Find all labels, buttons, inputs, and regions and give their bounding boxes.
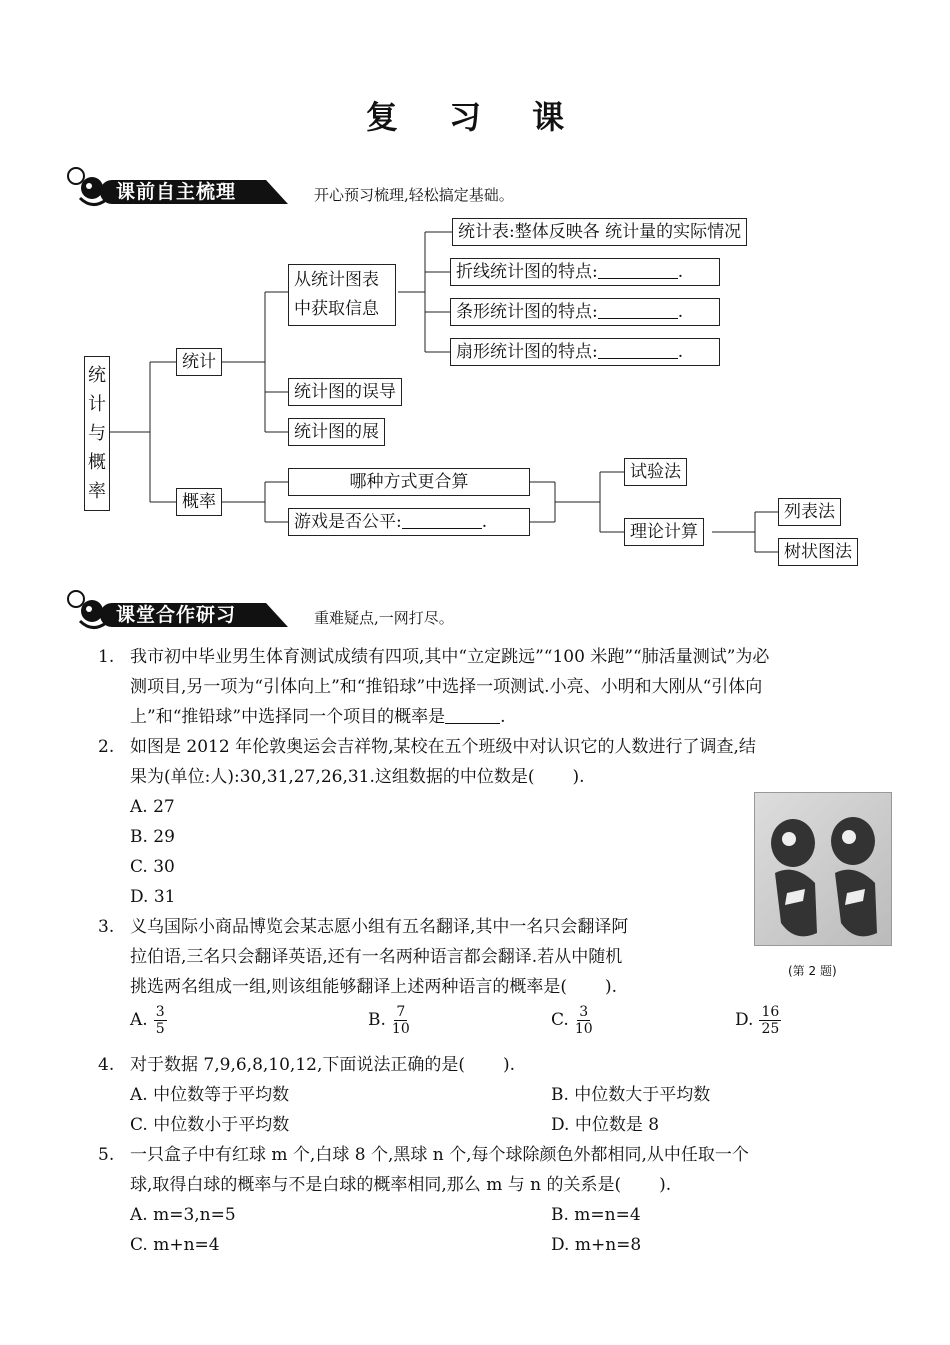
pie-chart-label: 扇形统计图的特点: <box>456 342 598 362</box>
question-end: ). <box>503 1055 516 1075</box>
option-a[interactable]: A. 中位数等于平均数 <box>130 1085 290 1105</box>
numerator: 3 <box>579 1004 589 1020</box>
option-label: C. <box>551 1010 569 1030</box>
question-text: 球,取得白球的概率与不是白球的概率相同,那么 m 与 n 的关系是( <box>130 1175 622 1195</box>
question-text: 对于数据 7,9,6,8,10,12,下面说法正确的是( <box>130 1055 465 1075</box>
question-text: 测项目,另一项为“引体向上”和“推铅球”中选择一项测试.小亮、小明和大刚从“引体向 <box>130 677 763 697</box>
option-b[interactable]: B. 29 <box>130 827 175 847</box>
option-a[interactable]: A. 27 <box>130 797 175 817</box>
node-list-method: 列表法 <box>778 498 841 526</box>
option-a[interactable] <box>130 1004 167 1037</box>
node-probability: 概率 <box>176 488 222 516</box>
question-number: 1. <box>98 647 115 667</box>
denominator: 25 <box>761 1021 780 1037</box>
question-end: ). <box>659 1175 672 1195</box>
option-b[interactable]: B. 中位数大于平均数 <box>551 1085 711 1105</box>
question-number: 2. <box>98 737 115 757</box>
denominator: 10 <box>574 1021 593 1037</box>
question-number: 3. <box>98 917 115 937</box>
question-text: 我市初中毕业男生体育测试成绩有四项,其中“立定跳远”“100 米跑”“肺活量测试”为必 <box>130 647 770 667</box>
option-d[interactable]: D. m+n=8 <box>551 1235 642 1255</box>
answer-blank[interactable] <box>402 510 482 529</box>
fraction <box>759 1004 781 1037</box>
option-d[interactable]: D. 中位数是 8 <box>551 1115 660 1135</box>
option-c[interactable]: C. 中位数小于平均数 <box>130 1115 290 1135</box>
node-pie-chart: 扇形统计图的特点: . <box>450 338 720 366</box>
question-end: ). <box>572 767 585 787</box>
node-bar-chart: 条形统计图的特点: . <box>450 298 720 326</box>
node-theory: 理论计算 <box>624 518 704 546</box>
question-end: ). <box>605 977 618 997</box>
question-text: 拉伯语,三名只会翻译英语,还有一名两种语言都会翻译.若从中随机 <box>130 947 623 967</box>
question-text: 挑选两名组成一组,则该组能够翻译上述两种语言的概率是( <box>130 977 568 997</box>
option-a[interactable]: A. m=3,n=5 <box>130 1205 236 1225</box>
option-d[interactable]: D. 31 <box>130 887 176 907</box>
question-number: 4. <box>98 1055 115 1075</box>
node-tree-method: 树状图法 <box>778 538 858 566</box>
option-c[interactable]: C. 30 <box>130 857 175 877</box>
line-chart-label: 折线统计图的特点: <box>456 262 598 282</box>
numerator: 16 <box>761 1004 780 1020</box>
mascot-image-icon <box>755 793 891 945</box>
option-d[interactable] <box>735 1004 781 1037</box>
bar-chart-label: 条形统计图的特点: <box>456 302 598 322</box>
section-tagline: 重难疑点,一网打尽。 <box>314 609 454 627</box>
question-text: 如图是 2012 年伦敦奥运会吉祥物,某校在五个班级中对认识它的人数进行了调查,结 <box>130 737 756 757</box>
fraction <box>392 1004 410 1037</box>
option-c[interactable] <box>551 1004 593 1037</box>
option-label: A. <box>130 1010 148 1030</box>
fair-game-label: 游戏是否公平: <box>294 512 402 532</box>
figure-caption: (第 2 题) <box>788 964 837 978</box>
answer-blank[interactable] <box>598 340 678 359</box>
option-label: D. <box>735 1010 754 1030</box>
section-tagline: 开心预习梳理,轻松搞定基础。 <box>314 186 514 204</box>
option-c[interactable]: C. m+n=4 <box>130 1235 220 1255</box>
node-fair-game: 游戏是否公平: . <box>288 508 530 536</box>
section-title: 课前自主梳理 <box>100 180 266 204</box>
question-text: 义乌国际小商品博览会某志愿小组有五名翻译,其中一名只会翻译阿 <box>130 917 629 937</box>
numerator: 7 <box>396 1004 406 1020</box>
denominator: 5 <box>155 1021 165 1037</box>
option-label: B. <box>368 1010 386 1030</box>
question-3 <box>98 912 748 1002</box>
node-misleading: 统计图的误导 <box>288 378 402 406</box>
option-b[interactable] <box>368 1004 410 1037</box>
mascot-photo <box>754 792 892 946</box>
page-title: 复 习 课 <box>365 98 585 136</box>
answer-blank[interactable] <box>598 300 678 319</box>
node-root: 统计与概率 <box>84 356 110 511</box>
question-end: . <box>500 707 506 727</box>
question-number: 5. <box>98 1145 115 1165</box>
question-text: 果为(单位:人):30,31,27,26,31.这组数据的中位数是( <box>130 767 535 787</box>
fraction <box>154 1004 167 1037</box>
question-text: 上”和“推铅球”中选择同一个项目的概率是 <box>130 707 446 727</box>
node-stat-table: 统计表:整体反映各 统计量的实际情况 <box>452 218 747 246</box>
node-which-way: 哪种方式更合算 <box>288 468 530 496</box>
question-4 <box>98 1050 893 1080</box>
node-chart-info: 从统计图表中获取信息 <box>288 264 396 326</box>
section-title: 课堂合作研习 <box>100 603 266 627</box>
question-text: 一只盒子中有红球 m 个,白球 8 个,黑球 n 个,每个球除颜色外都相同,从中任取一个 <box>130 1145 749 1165</box>
node-extension: 统计图的展 <box>288 418 385 446</box>
answer-blank[interactable] <box>445 705 500 724</box>
denominator: 10 <box>391 1021 410 1037</box>
question-1 <box>98 642 893 732</box>
answer-blank[interactable] <box>598 260 678 279</box>
node-statistics: 统计 <box>176 348 222 376</box>
section-banner-classroom <box>62 595 622 633</box>
numerator: 3 <box>155 1004 165 1020</box>
option-b[interactable]: B. m=n=4 <box>551 1205 641 1225</box>
fraction <box>575 1004 593 1037</box>
node-line-chart: 折线统计图的特点: . <box>450 258 720 286</box>
question-5 <box>98 1140 893 1200</box>
node-experiment: 试验法 <box>624 458 687 486</box>
